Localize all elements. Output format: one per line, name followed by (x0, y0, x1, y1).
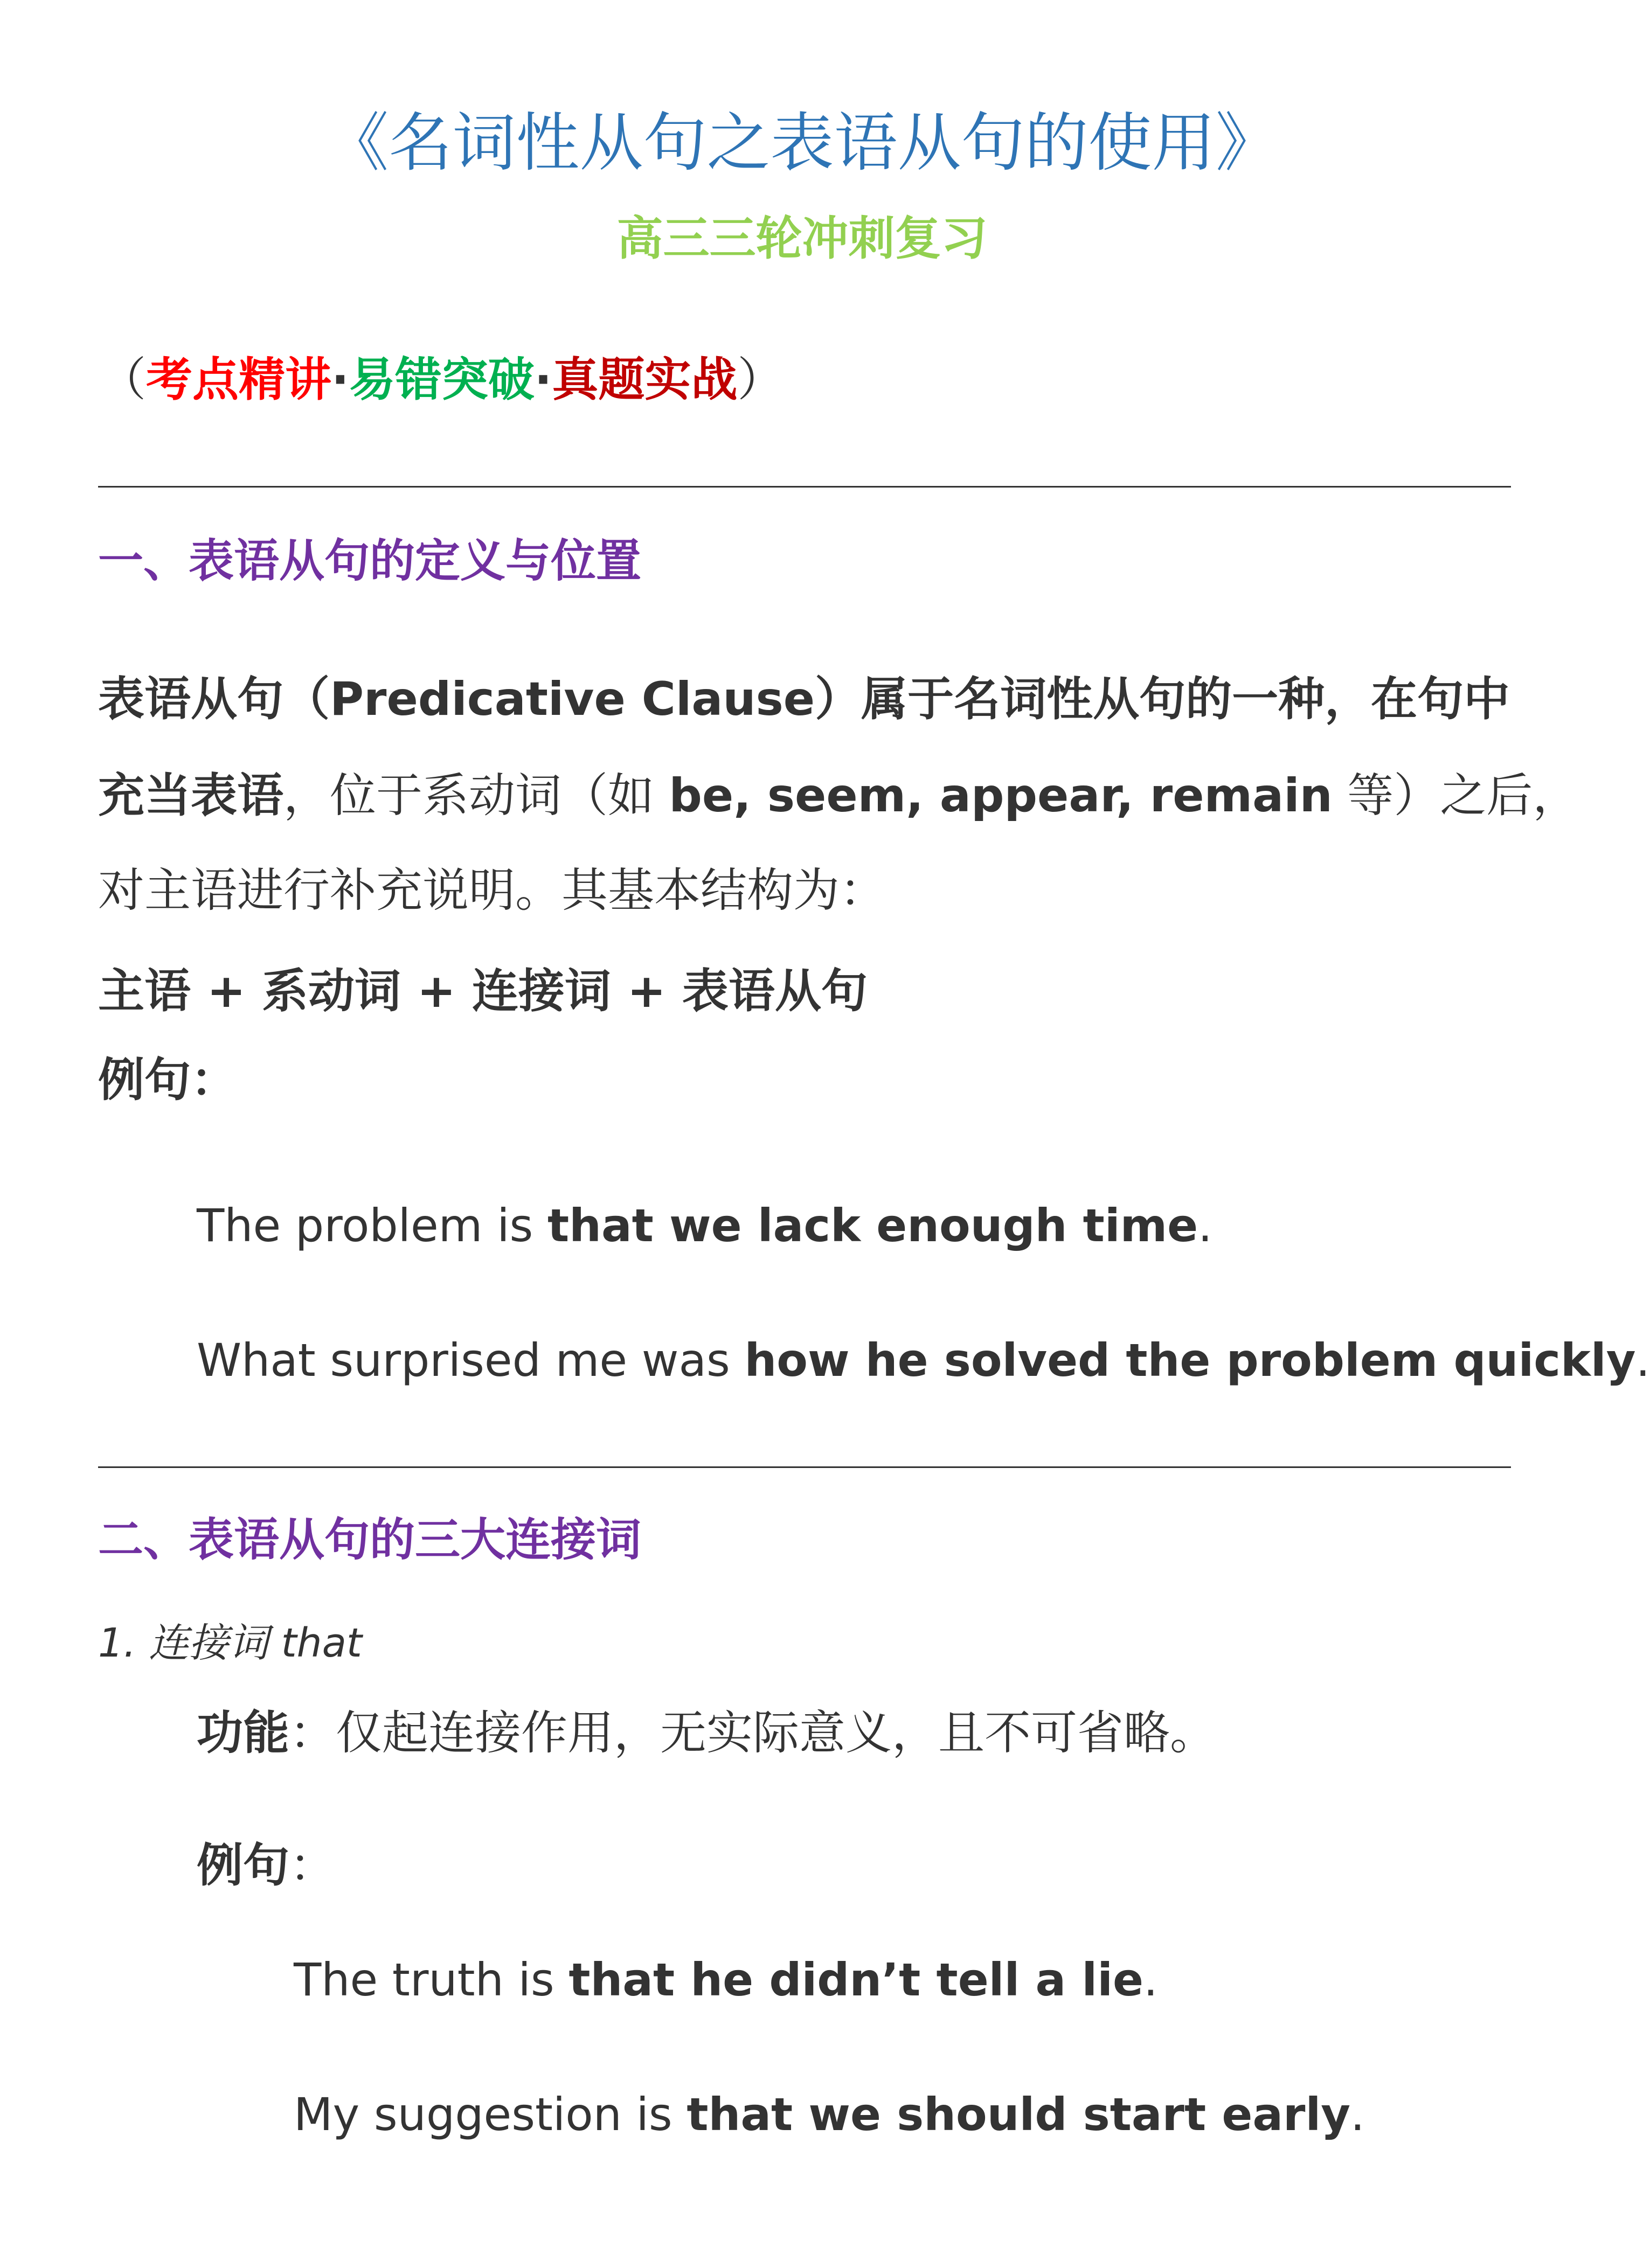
example-sentence (294, 2085, 1365, 2144)
example-plain: The truth is (294, 1953, 569, 2006)
example-plain: My suggestion is (294, 2088, 687, 2141)
example-sentence (197, 1196, 1212, 1255)
function-description (197, 1703, 1216, 1763)
tag-dot-2: · (534, 353, 552, 407)
tags-open-paren: （ (100, 353, 146, 407)
section1-paragraph-line2 (98, 766, 1579, 825)
example-label (197, 1836, 336, 1895)
example-sentence (197, 1331, 1650, 1390)
paragraph-text: ，位于系动词（如 (283, 769, 669, 823)
predicative-term: 充当表语 (98, 769, 283, 823)
example-colon: ： (289, 1839, 336, 1893)
paragraph-text: 等）之后， (1332, 769, 1579, 823)
example-clause: how he solved the problem quickly (744, 1334, 1636, 1387)
connector-that-subheading: 1. 连接词 that (98, 1620, 362, 1666)
section1-paragraph-line3: 对主语进行补充说明。其基本结构为： (98, 864, 886, 917)
tag-dot-1: · (331, 353, 349, 407)
tag-real-exam: 真题实战 (552, 353, 738, 407)
section1-paragraph-line1: 表语从句（Predicative Clause）属于名词性从句的一种，在句中 (98, 672, 1510, 726)
structure-formula: 主语 + 系动词 + 连接词 + 表语从句 (98, 964, 868, 1018)
linking-verbs: be, seem, appear, remain (669, 769, 1333, 823)
example-label: 例句： (98, 1053, 237, 1107)
example-end: . (1350, 2088, 1365, 2141)
topic-tags (100, 350, 784, 409)
example-end: . (1635, 1334, 1650, 1387)
function-text: ：仅起连接作用，无实际意义，且不可省略。 (289, 1706, 1216, 1760)
tags-close-paren: ） (737, 353, 784, 407)
example-plain: The problem is (197, 1199, 547, 1252)
tag-key-points: 考点精讲 (146, 353, 331, 407)
example-end: . (1198, 1199, 1212, 1252)
divider-1 (98, 486, 1511, 488)
divider-2 (98, 1466, 1511, 1468)
document-subtitle: 高三三轮冲刺复习 (616, 212, 988, 266)
section2-heading: 二、表语从句的三大连接词 (98, 1513, 642, 1566)
example-clause: that we should start early (687, 2088, 1351, 2141)
document-title: 《名词性从句之表语从句的使用》 (325, 106, 1279, 180)
example-plain: What surprised me was (197, 1334, 745, 1387)
example-label-text: 例句 (197, 1839, 289, 1893)
example-end: . (1143, 1953, 1158, 2006)
tag-error-breakthrough: 易错突破 (349, 353, 535, 407)
example-clause: that he didn’t tell a lie (569, 1953, 1143, 2006)
example-clause: that we lack enough time (547, 1199, 1198, 1252)
function-label: 功能 (197, 1706, 289, 1760)
example-sentence (294, 1950, 1158, 2009)
section1-heading: 一、表语从句的定义与位置 (98, 534, 642, 587)
